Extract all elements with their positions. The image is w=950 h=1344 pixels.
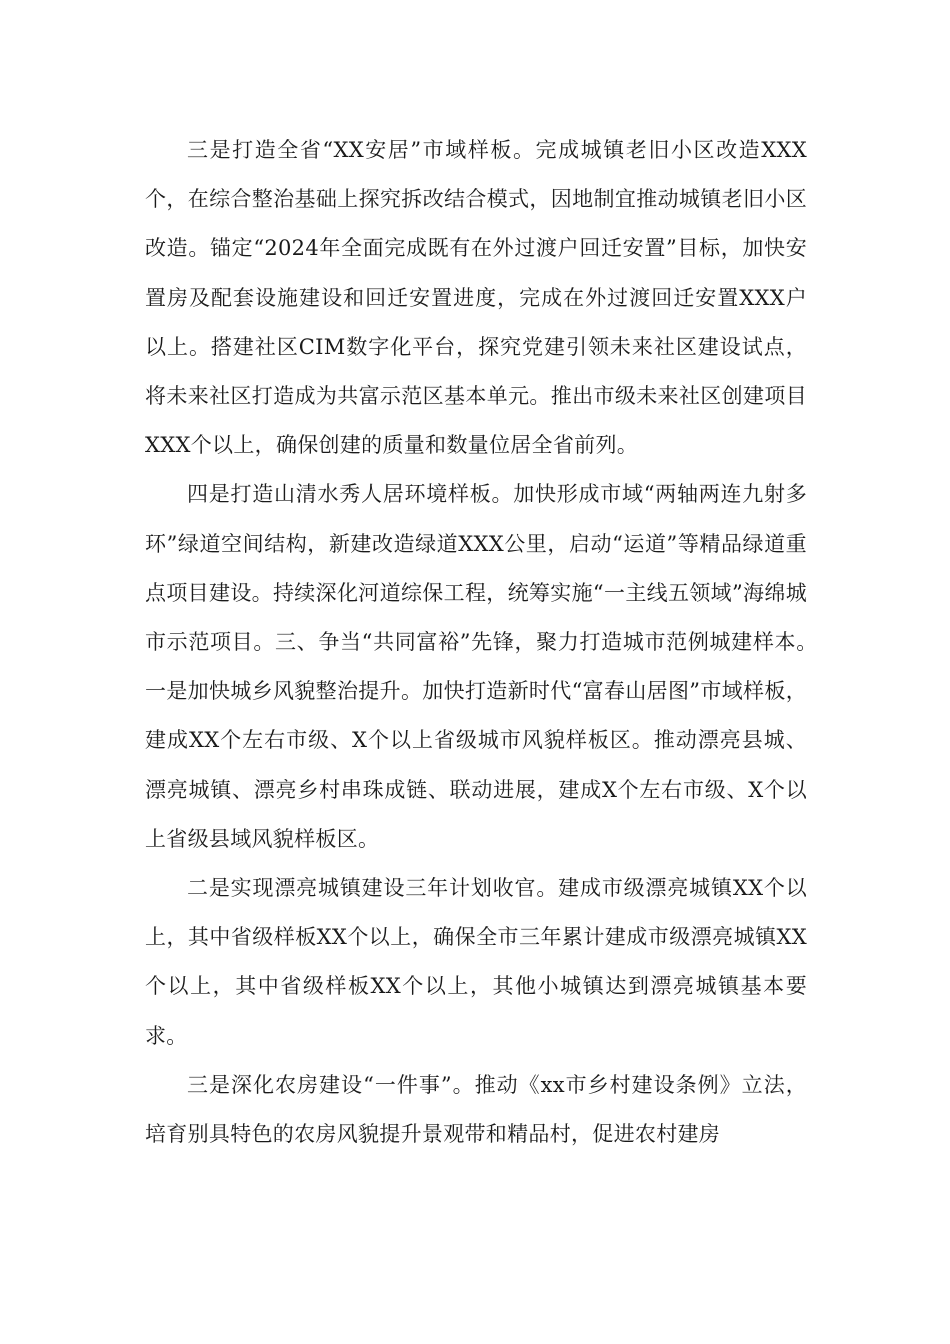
paragraph-rural-housing: 三是深化农房建设“一件事”。推动《xx市乡村建设条例》立法，培育别具特色的农房风貌提升景观带和精品村，促进农村建房: [145, 1072, 807, 1147]
paragraph-beautiful-towns: 二是实现漂亮城镇建设三年计划收官。建成市级漂亮城镇XX个以上，其中省级样板XX个以上，确保全市三年累计建成市级漂亮城镇XX个以上，其中省级样板XX个以上，其他小城镇达到漂亮城镇基本要求。: [145, 876, 807, 1048]
paragraph-living-environment: 四是打造山清水秀人居环境样板。加快形成市域“两轴两连九射多环”绿道空间结构，新建改造绿道XXX公里，启动“运道”等精品绿道重点项目建设。持续深化河道综保工程，统筹实施“一主线五领域”海绵城市示范项目。三、争当“共同富裕”先锋，聚力打造城市范例城建样本。 一是加快城乡风貌整治提升。加快打造新时代“富春山居图”市域样板，建成XX个左右市级、X个以上省级城市风貌样板区。推动漂亮县城、漂亮城镇、漂亮乡村串珠成链、联动进展，建成X个左右市级、X个以上省级县域风貌样板区。: [145, 482, 850, 851]
document-body: [145, 126, 850, 1159]
paragraph-anju-template: 三是打造全省“XX安居”市域样板。完成城镇老旧小区改造XXX个，在综合整治基础上探究拆改结合模式，因地制宜推动城镇老旧小区改造。锚定“2024年全面完成既有在外过渡户回迁安置”目标，加快安置房及配套设施建设和回迁安置进度，完成在外过渡回迁安置XXX户以上。搭建社区CIM数字化平台，探究党建引领未来社区建设试点，将未来社区打造成为共富示范区基本单元。推出市级未来社区创建项目XXX个以上，确保创建的质量和数量位居全省前列。: [145, 138, 807, 458]
